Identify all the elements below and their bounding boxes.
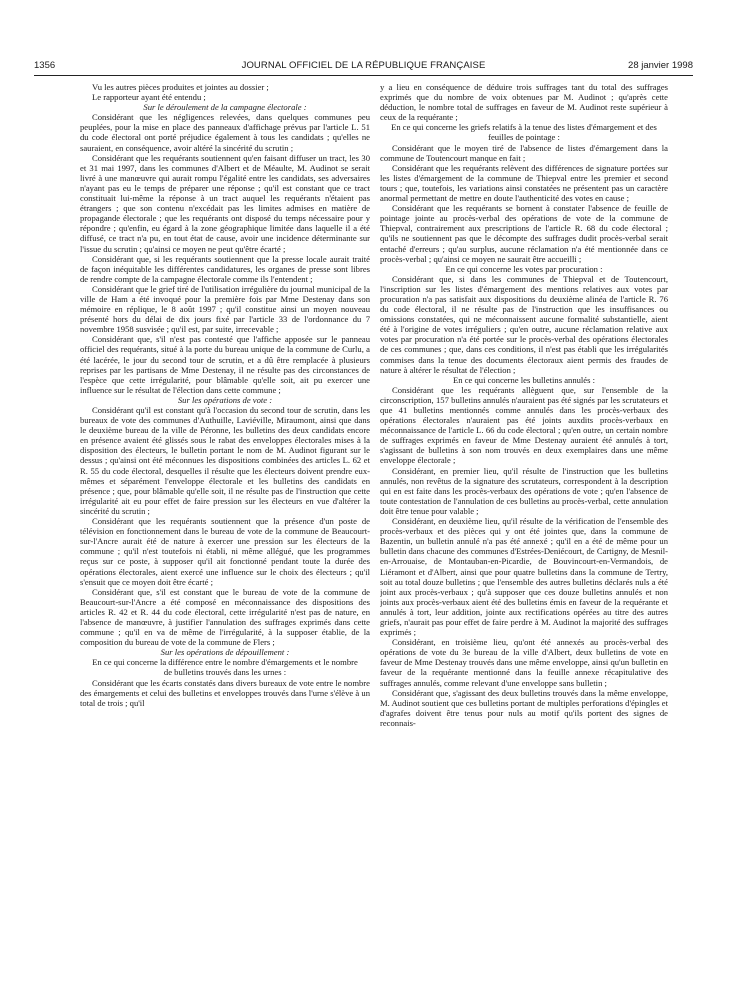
paragraph: Considérant que les requérants soutiennent que la présence d'un poste de télévision en fonctionnement dans le bureau de vote de la commune de Beaucourt-sur-l'Ancre aurait été de nature à exercer une pression sur les électeurs de la commune ; qu'il n'est toutefois ni établi, ni même allégué, que les programmes reçus sur ce poste, à supposer qu'il ait fonctionné pendant toute la durée des opérations électorales, aient exercé une influence sur le choix des électeurs ; qu'il s'ensuit que ce moyen doit être écarté ; — [80, 516, 370, 587]
paragraph: Considérant, en deuxième lieu, qu'il résulte de la vérification de l'ensemble des procès-verbaux et des pièces qui y ont été jointes que, dans la commune de Bazentin, un bulletin annulé n'a pas été annexé ; qu'il en a été de même pour un bulletin dans chacune des communes d'Estrées-Deniécourt, de Cartigny, de Mesnil-en-Arrouaise, de Montauban-en-Picardie, de Bouvincourt-en-Vermandois, de Liéramont et d'Albert, ainsi que pour quatre bulletins dans la commune de Tertry, soit au total douze bulletins ; que l'ensemble des autres bulletins déclarés nuls a été joint aux procès-verbaux ; qu'à supposer que ces douze bulletins annulés et non joints aux procès-verbaux aient été des bulletins émis en faveur de la requérante et annulés à tort, leur addition, jointe aux rectifications opérées au titre des autres griefs, n'aurait pas pour effet de faire perdre à M. Audinot la majorité des suffrages exprimés ; — [380, 516, 668, 638]
paragraph: Considérant que les requérants allèguent que, sur l'ensemble de la circonscription, 157 bulletins annulés n'auraient pas été signés par les scrutateurs et que 41 bulletins mentionnés comme annulés dans les procès-verbaux des opérations électorales n'auraient pas été joints auxdits procès-verbaux en méconnaissance de l'article L. 66 du code électoral ; qu'en outre, un certain nombre de suffrages exprimés en faveur de Mme Destenay auraient été annulés à tort, s'agissant de bulletins à son nom trouvés en deux exemplaires dans une même enveloppe électorale ; — [380, 384, 668, 466]
paragraph: y a lieu en conséquence de déduire trois suffrages tant du total des suffrages exprimés que du nombre de voix obtenues par M. Audinot ; qu'après cette déduction, le nombre total de suffrages en faveur de M. Audinot reste supérieur à ceux de la requérante ; — [380, 82, 668, 123]
paragraph: Considérant que les requérants soutiennent qu'en faisant diffuser un tract, les 30 et 31 mai 1997, dans les communes d'Albert et de Méaulte, M. Audinot se serait livré à une manœuvre qui aurait rompu l'égalité entre les candidats, ses adversaires n'ayant pas eu le temps de préparer une réponse ; qu'il est constant que ce tract constituait lui-même la réponse à un tract auquel les requérants n'étaient pas étrangers ; que son contenu n'excédait pas les limites admises en matière de propagande électorale ; que les requérants ont disposé du temps nécessaire pour y répondre ; qu'enfin, eu égard à la zone géographique limitée dans laquelle il a été diffusé, ce tract n'a pu, en tout état de cause, avoir une incidence déterminante sur l'issue du scrutin ; qu'ainsi ce moyen ne peut qu'être écarté ; — [80, 152, 370, 254]
subsection-heading: En ce qui concerne la différence entre le nombre d'émargements et le nombre de bulletins trouvés dans les urnes : — [92, 657, 358, 678]
paragraph: Considérant que les écarts constatés dans divers bureaux de vote entre le nombre des émargements et celui des bulletins et enveloppes trouvés dans l'urne s'élève à un total de trois ; qu'il — [80, 677, 370, 708]
section-heading: Sur le déroulement de la campagne électorale : — [143, 102, 307, 113]
right-column — [380, 82, 668, 962]
subsection-heading: En ce qui concerne les griefs relatifs à la tenue des listes d'émargement et des feuilles de pointage : — [391, 122, 657, 143]
paragraph: Considérant que, si les requérants soutiennent que la presse locale aurait traité de façon inéquitable les différentes candidatures, les organes de presse sont libres de rendre compte de la campagne électorale comme ils l'entendent ; — [80, 253, 370, 284]
header-rule — [34, 75, 693, 76]
paragraph: Considérant que le moyen tiré de l'absence de listes d'émargement dans la commune de Toutencourt manque en fait ; — [380, 142, 668, 163]
journal-title: JOURNAL OFFICIEL DE LA RÉPUBLIQUE FRANÇAISE — [241, 60, 486, 71]
paragraph: Considérant que les négligences relevées, dans quelques communes peu peuplées, pour la mise en place des panneaux d'affichage prévus par l'article L. 51 du code électoral ont porté préjudice également à tous les candidats ; qu'elles ne sauraient, en conséquence, avoir altéré la sincérité du scrutin ; — [80, 112, 370, 153]
paragraph: Vu les autres pièces produites et jointes au dossier ; — [92, 82, 269, 92]
section-heading: Sur les opérations de vote : — [177, 394, 273, 405]
page-number: 1356 — [34, 60, 56, 71]
paragraph: Considérant que les requérants relèvent des différences de signature portées sur les listes d'émargement de la commune de Thiepval entre les premier et second tours ; que, toutefois, les variations ainsi constatées ne présentent pas un caractère anormal permettant de mettre en doute l'authenticité des votes en cause ; — [380, 162, 668, 204]
paragraph: Considérant que, si dans les communes de Thiepval et de Toutencourt, l'inscription sur les listes d'émargement des mentions relatives aux votes par procuration n'a pas satisfait aux dispositions du deuxième alinéa de l'article R. 76 du code électoral, il ne résulte pas de l'instruction que les insuffisances ou omissions constatées, qui ne méconnaissent aucune formalité substantielle, aient été à l'origine de votes irréguliers ; qu'en outre, aucune réclamation relative aux votes par procuration n'a été portée sur le procès-verbal des opérations électorales de ces communes ; que, dans ces conditions, il n'est pas établi que les irrégularités commises dans la tenue des documents électoraux aient permis des fraudes de nature à altérer le résultat de l'élection ; — [380, 273, 668, 375]
paragraph: Considérant que, s'agissant des deux bulletins trouvés dans la même enveloppe, M. Audinot soutient que ces bulletins portant de multiples perforations d'épingles et d'agrafes doivent être tenus pour nuls au motif qu'ils portent des signes de reconnais- — [380, 687, 668, 728]
section-heading: Sur les opérations de dépouillement : — [160, 647, 290, 658]
paragraph: Considérant que, s'il est constant que le bureau de vote de la commune de Beaucourt-sur-l'Ancre a été composé en méconnaissance des dispositions des articles R. 42 et R. 44 du code électoral, cette irrégularité n'est pas de nature, en l'absence de manœuvre, à justifier l'annulation des suffrages exprimés dans cette commune ; qu'il en va de même de l'irrégularité, à la supposer établie, de la composition du bureau de vote de la commune de Flers ; — [80, 586, 370, 648]
paragraph: Considérant qu'il est constant qu'à l'occasion du second tour de scrutin, dans les bureaux de vote des communes d'Authuille, Laviéville, Miraumont, ainsi que dans le deuxième bureau de la ville de Péronne, les bulletins des deux candidats encore en présence avaient été glissés sous le rabat des enveloppes électorales mises à la disposition des électeurs, le bulletin portant le nom de M. Audinot figurant sur le dessus ; qu'ainsi ont été méconnues les dispositions combinées des articles L. 62 et R. 55 du code électoral, desquelles il résulte que les électeurs doivent prendre eux-mêmes et séparément l'enveloppe électorale et les bulletins des candidats en présence ; que, pour blâmable qu'elle soit, il ne résulte pas de l'instruction que cette irrégularité ait eu pour effet de faire pression sur les électeurs en vue d'altérer la sincérité du scrutin ; — [80, 405, 370, 516]
subsection-heading: En ce qui concerne les votes par procuration : — [445, 263, 603, 274]
paragraph: Considérant, en premier lieu, qu'il résulte de l'instruction que les bulletins annulés, non revêtus de la signature des scrutateurs, correspondent à la description qui en est faite dans les procès-verbaux des opérations de vote ; qu'en l'absence de toute contestation de l'annulation de ces bulletins au procès-verbal, cette annulation doit être tenue pour valable ; — [380, 465, 668, 516]
paragraph: Considérant que le grief tiré de l'utilisation irrégulière du journal municipal de la ville de Ham a été invoqué pour la première fois par Mme Destenay dans son mémoire en réplique, le 8 août 1997 ; qu'il constitue ainsi un moyen nouveau présenté hors du délai de dix jours fixé par l'article 33 de l'ordonnance du 7 novembre 1958 susvisée ; qu'il est, par suite, irrecevable ; — [80, 283, 370, 335]
paragraph: Considérant que les requérants se bornent à constater l'absence de feuille de pointage jointe au procès-verbal des opérations de vote de la commune de Thiepval, contrairement aux prescriptions de l'article R. 68 du code électoral ; qu'ils ne soutiennent pas que le décompte des suffrages dudit procès-verbal serait entaché d'erreurs ; qu'au surplus, aucune réclamation n'a été mentionnée dans ce procès-verbal ; qu'ainsi ce moyen ne saurait être accueilli ; — [380, 203, 668, 264]
left-column — [80, 82, 370, 962]
page-header — [34, 60, 693, 74]
subsection-heading: En ce qui concerne les bulletins annulés : — [453, 374, 595, 385]
publication-date: 28 janvier 1998 — [628, 60, 693, 71]
paragraph: Considérant que, s'il n'est pas contesté que l'affiche apposée sur le panneau officiel des requérants, situé à la porte du bureau unique de la commune de Curlu, a été lacérée, le jour du second tour de scrutin, et a dû être remplacée à plusieurs reprises par les partisans de Mme Destenay, il ne résulte pas des circonstances de l'espèce que cette irrégularité, pour blâmable qu'elle soit, ait pu exercer une influence sur le résultat de l'élection dans cette commune ; — [80, 334, 370, 395]
paragraph: Le rapporteur ayant été entendu ; — [92, 92, 206, 103]
paragraph: Considérant, en troisième lieu, qu'ont été annexés au procès-verbal des opérations de vote du 3e bureau de la ville d'Albert, deux bulletins de vote en faveur de Mme Destenay trouvés dans une même enveloppe, ainsi qu'un bulletin en faveur de la requérante mentionné dans la feuille annexe récapitulative des suffrages annulés, comme relevant d'une enveloppe sans bulletin ; — [380, 637, 668, 688]
